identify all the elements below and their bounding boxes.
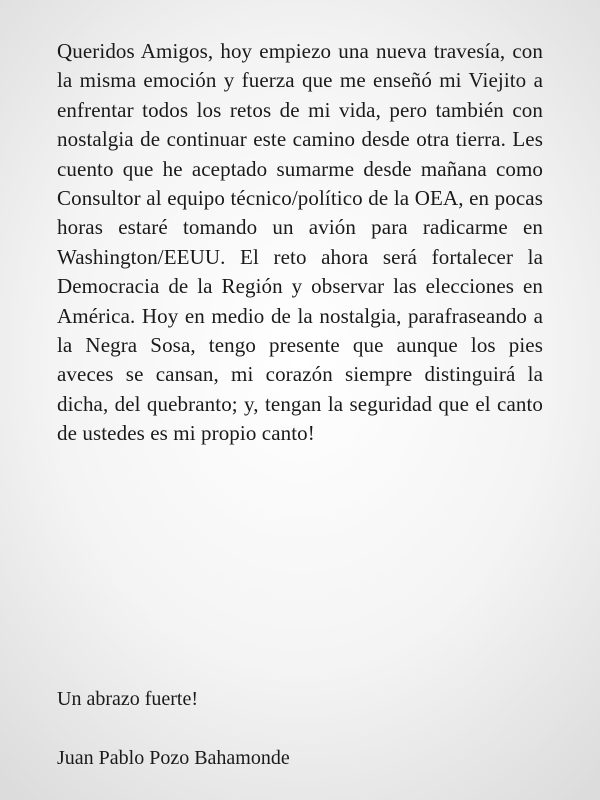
letter-signature-name: Juan Pablo Pozo Bahamonde xyxy=(57,747,290,769)
letter-body-paragraph: Queridos Amigos, hoy empiezo una nueva travesía, con la misma emoción y fuerza que me enseñó mi Viejito a enfrentar todos los retos de mi vida, pero también con nostalgia de continuar este camino desde otra tierra. Les cuento que he aceptado sumarme desde mañana como Consultor al equipo técnico/político de la OEA, en pocas horas estaré tomando un avión para radicarme en Washington/EEUU. El reto ahora será fortalecer la Democracia de la Región y observar las elecciones en América. Hoy en medio de la nostalgia, parafraseando a la Negra Sosa, tengo presente que aunque los pies aveces se cansan, mi corazón siempre distinguirá la dicha, del quebranto; y, tengan la seguridad que el canto de ustedes es mi propio canto! xyxy=(57,39,543,446)
letter-closing: Un abrazo fuerte! xyxy=(57,688,199,710)
